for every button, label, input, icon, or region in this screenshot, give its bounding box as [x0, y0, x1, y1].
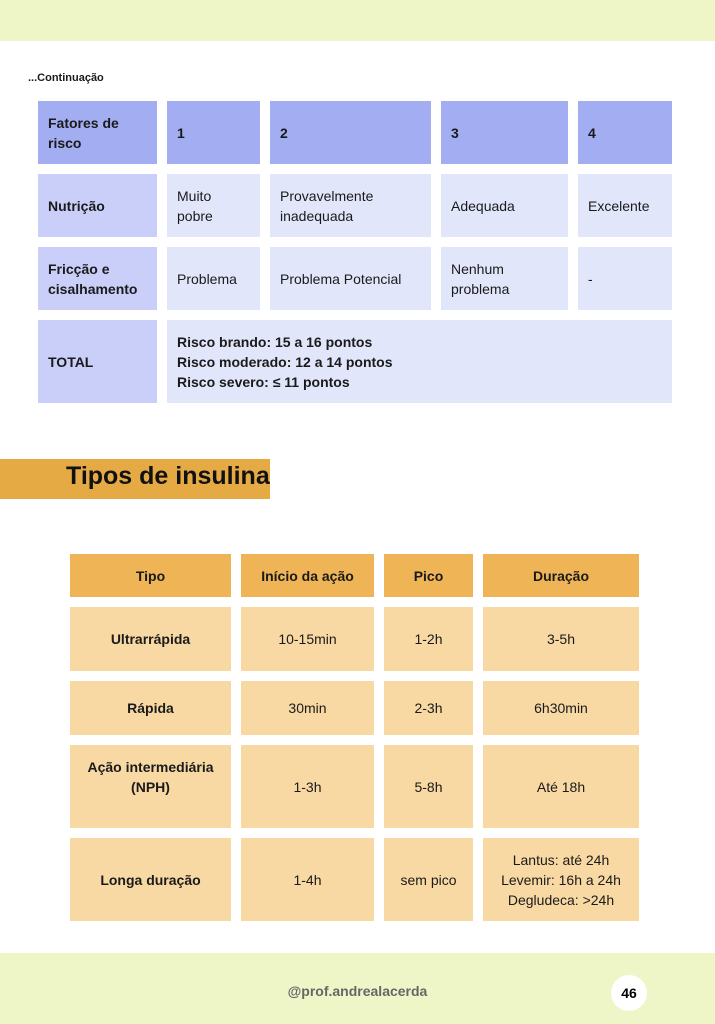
risk-cell: Excelente	[578, 174, 672, 237]
insulin-duration-line: Lantus: até 24h	[512, 851, 610, 868]
risk-cell: Provavelmente inadequada	[270, 174, 431, 237]
insulin-onset: 1-4h	[241, 838, 374, 921]
risk-header-4: 4	[578, 101, 672, 164]
insulin-header-onset: Início da ação	[241, 554, 374, 597]
insulin-type: Longa duração	[70, 838, 231, 921]
insulin-peak: sem pico	[384, 838, 473, 921]
risk-cell: Problema Potencial	[270, 247, 431, 310]
risk-cell: -	[578, 247, 672, 310]
insulin-header-peak: Pico	[384, 554, 473, 597]
risk-cell: Muito pobre	[167, 174, 260, 237]
insulin-row-long	[70, 838, 639, 921]
insulin-duration	[483, 681, 639, 735]
risk-table-header	[38, 101, 672, 164]
risk-row-label: Fricção e cisalhamento	[38, 247, 157, 310]
risk-header-1: 1	[167, 101, 260, 164]
risk-header-3: 3	[441, 101, 568, 164]
insulin-duration-line: Levemir: 16h a 24h	[501, 871, 621, 888]
insulin-type: Ação intermediária (NPH)	[70, 745, 231, 828]
risk-header-2: 2	[270, 101, 431, 164]
risk-row-friction	[38, 247, 672, 310]
insulin-onset: 30min	[241, 681, 374, 735]
insulin-duration-line: Até 18h	[536, 778, 586, 795]
risk-total-label: TOTAL	[38, 320, 157, 403]
insulin-onset: 1-3h	[241, 745, 374, 828]
page-number: 46	[611, 975, 647, 1011]
risk-row-total	[38, 320, 672, 403]
risk-row-label: Nutrição	[38, 174, 157, 237]
insulin-header-duration: Duração	[483, 554, 639, 597]
insulin-duration-line: 6h30min	[534, 700, 588, 716]
insulin-duration	[483, 607, 639, 671]
risk-total-line: Risco severo: ≤ 11 pontos	[177, 373, 350, 390]
footer-handle: @prof.andrealacerda	[287, 983, 428, 999]
insulin-header-type: Tipo	[70, 554, 231, 597]
insulin-type: Ultrarrápida	[70, 607, 231, 671]
risk-total-line: Risco brando: 15 a 16 pontos	[177, 333, 373, 350]
insulin-row-rapid	[70, 681, 639, 735]
insulin-duration	[483, 745, 639, 828]
risk-cell: Nenhum problema	[441, 247, 568, 310]
insulin-peak: 5-8h	[384, 745, 473, 828]
risk-table	[38, 101, 672, 413]
risk-cell: Problema	[167, 247, 260, 310]
insulin-row-intermediate	[70, 745, 639, 828]
insulin-peak: 1-2h	[384, 607, 473, 671]
top-band	[0, 0, 715, 41]
insulin-peak: 2-3h	[384, 681, 473, 735]
continuation-label: ...Continuação	[28, 72, 104, 84]
risk-header-factors: Fatores de risco	[38, 101, 157, 164]
insulin-row-ultrarapid	[70, 607, 639, 671]
risk-cell: Adequada	[441, 174, 568, 237]
insulin-table-header	[70, 554, 639, 597]
insulin-duration-line: 3-5h	[546, 631, 576, 647]
risk-total-line: Risco moderado: 12 a 14 pontos	[177, 353, 393, 370]
section-title: Tipos de insulina	[66, 462, 270, 490]
insulin-onset: 10-15min	[241, 607, 374, 671]
insulin-table	[70, 554, 639, 931]
insulin-type: Rápida	[70, 681, 231, 735]
insulin-duration-line: Degludeca: >24h	[507, 891, 615, 908]
insulin-duration	[483, 838, 639, 921]
risk-row-nutrition	[38, 174, 672, 237]
risk-total-values	[167, 320, 672, 403]
